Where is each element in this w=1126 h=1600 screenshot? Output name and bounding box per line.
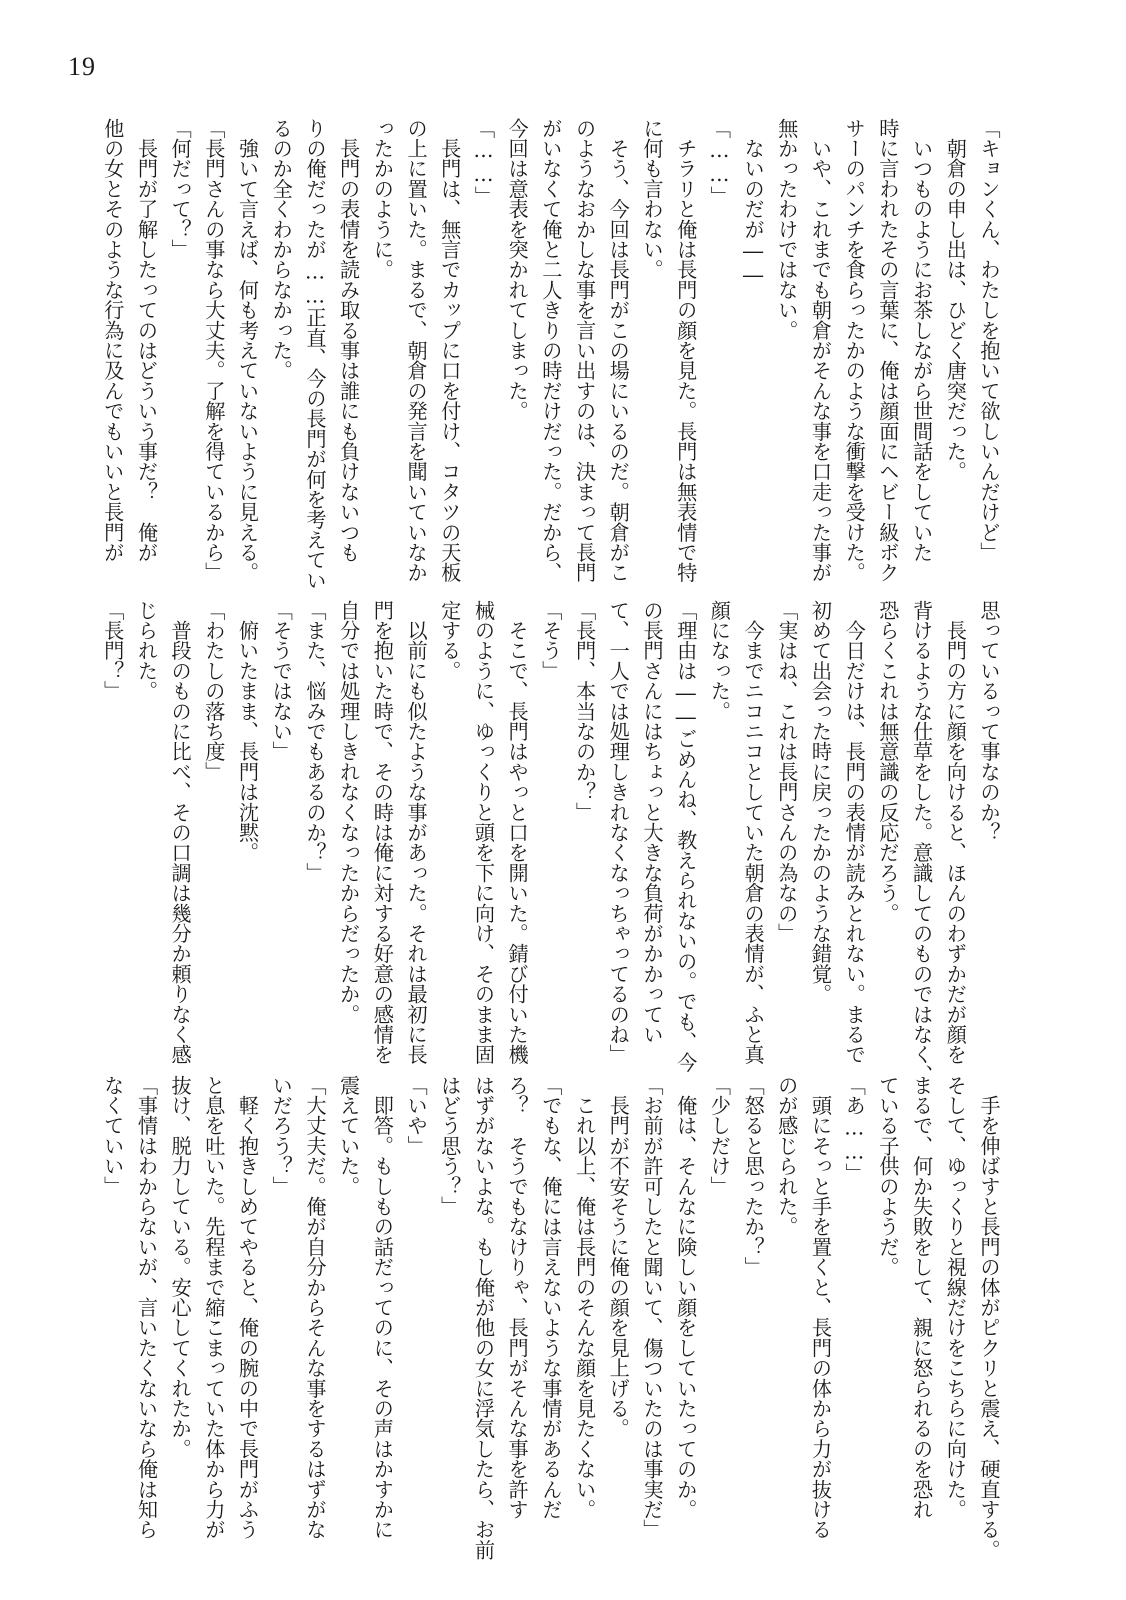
text-line: 思っているって事なのか？ <box>977 600 1001 843</box>
text-line: いや、これまでも朝倉がそんな事を口走った事が <box>808 118 833 583</box>
text-line: と息を吐いた。先程まで縮こまっていた体から力が <box>201 1075 226 1540</box>
text-line: じられた。 <box>134 600 159 701</box>
text-line: 他の女とそのような行為に及んでもいいと長門が <box>100 118 125 563</box>
text-line: 「あ……」 <box>842 1075 867 1184</box>
text-line: 「長門？」 <box>100 600 125 701</box>
text-line: のようなおかしな事を言い出すのは、決まって長門 <box>572 118 597 583</box>
text-line: なくていい」 <box>100 1075 125 1197</box>
text-line: 「でもな、俺には言えないような事情があるんだ <box>538 1075 563 1520</box>
text-line: 「大丈夫だ。俺が自分からそんな事をするはずがな <box>302 1075 327 1540</box>
text-line: まるで、何か失敗をして、親に怒られるのを恐れ <box>909 1075 934 1520</box>
text-line: 門を抱いた時で、その時は俺に対する好意の感情を <box>370 600 395 1065</box>
text-line: りの俺だったが……正直、今の長門が何を考えてい <box>302 118 327 591</box>
text-line: ないのだが―― <box>741 118 766 288</box>
text-line: に何も言わない。 <box>639 118 664 280</box>
text-line: 背けるような仕草をした。意識してのものではなく、 <box>909 600 934 1085</box>
text-line: 長門の方に顔を向けると、ほんのわずかだが顔を <box>943 600 968 1065</box>
text-line: 軽く抱きしめてやると、俺の腕の中で長門がふう <box>235 1075 260 1540</box>
text-line: 初めて出会った時に戻ったかのような錯覚。 <box>808 600 833 1004</box>
text-line: 「そう」 <box>538 600 563 681</box>
text-line: 長門は、無言でカップに口を付け、コタツの天板 <box>437 118 462 583</box>
text-block-middle <box>96 600 1006 1100</box>
text-block-top <box>96 118 1006 618</box>
text-line: ている子供のようだ。 <box>875 1075 900 1277</box>
text-line: 俺は、そんなに険しい顔をしていたってのか。 <box>673 1075 698 1520</box>
text-line: 「理由は――ごめんね、教えられないの。でも、今 <box>673 600 698 1073</box>
text-line: 顔になった。 <box>707 600 732 722</box>
text-line: そして、ゆっくりと視線だけをこちらに向けた。 <box>943 1075 968 1520</box>
text-line: 俯いたまま、長門は沈黙。 <box>235 600 260 863</box>
text-line: 頭にそっと手を置くと、長門の体から力が抜ける <box>808 1075 833 1540</box>
text-line: 即答。もしもの話だってのに、その声はかすかに <box>370 1075 395 1540</box>
text-line: 以前にも似たような事があった。それは最初に長 <box>404 600 429 1065</box>
text-line: 「長門さんの事なら大丈夫。了解を得ているから」 <box>201 118 226 583</box>
text-line: 「お前が許可したと聞いて、傷ついたのは事実だ」 <box>639 1075 664 1540</box>
text-line: 今日だけは、長門の表情が読みとれない。まるで <box>842 600 867 1065</box>
text-block-bottom <box>96 1075 1006 1575</box>
text-line: の上に置いた。まるで、朝倉の発言を聞いていなか <box>404 118 429 583</box>
text-line: 震えていた。 <box>336 1075 361 1197</box>
text-line: 「そうではない」 <box>269 600 294 762</box>
text-line: サーのパンチを食らったかのような衝撃を受けた。 <box>842 118 867 583</box>
text-line: 「少しだけ」 <box>707 1075 732 1197</box>
text-line: 普段のものに比べ、その口調は幾分か頼りなく感 <box>168 600 193 1065</box>
text-line: そこで、長門はやっと口を開いた。錆び付いた機 <box>505 600 530 1065</box>
text-line: はずがないよな。もし俺が他の女に浮気したら、お前 <box>471 1075 496 1560</box>
text-line: 「何だって？」 <box>168 118 193 260</box>
text-line: 「長門、本当なのか？」 <box>572 600 597 823</box>
text-line: 「キョンくん、わたしを抱いて欲しいんだけど」 <box>977 118 1001 563</box>
text-line: のが感じられた。 <box>774 1075 799 1237</box>
text-line: 「わたしの落ち度」 <box>201 600 226 782</box>
text-line: 今回は意表を突かれてしまった。 <box>505 118 530 421</box>
text-line: 無かったわけではない。 <box>774 118 799 341</box>
text-line: がいなくて俺と二人きりの時だけだった。だから、 <box>538 118 563 583</box>
text-line: 「……」 <box>471 118 496 207</box>
text-line: 「……」 <box>707 118 732 207</box>
text-line: 時に言われたその言葉に、俺は顔面にヘビー級ボク <box>875 118 900 583</box>
text-line: 「いや」 <box>404 1075 429 1156</box>
text-line: の長門さんにはちょっと大きな負荷がかかってい <box>639 600 664 1045</box>
text-line: 長門が不安そうに俺の顔を見上げる。 <box>606 1075 631 1439</box>
text-line: 自分では処理しきれなくなったからだったか。 <box>336 600 361 1025</box>
text-line: るのか全くわからなかった。 <box>269 118 294 381</box>
text-line: 強いて言えば、何も考えていないように見える。 <box>235 118 260 583</box>
text-line: これ以上、俺は長門のそんな顔を見たくない。 <box>572 1075 597 1520</box>
text-line: 定する。 <box>437 600 462 681</box>
text-line: そう、今回は長門がこの場にいるのだ。朝倉がこ <box>606 118 631 583</box>
text-line: て、一人では処理しきれなくなっちゃってるのね」 <box>606 600 631 1065</box>
text-line: ろ？ そうでもなけりゃ、長門がそんな事を許す <box>505 1075 530 1520</box>
text-line: 朝倉の申し出は、ひどく唐突だった。 <box>943 118 968 482</box>
text-line: 「怒ると思ったか？」 <box>741 1075 766 1277</box>
text-line: 長門が了解したってのはどういう事だ？ 俺が <box>134 118 159 563</box>
text-line: 「また、悩みでもあるのか？」 <box>302 600 327 883</box>
page-number: 19 <box>68 52 96 81</box>
text-line: 今までニコニコとしていた朝倉の表情が、ふと真 <box>741 600 766 1065</box>
text-line: 恐らくこれは無意識の反応だろう。 <box>875 600 900 924</box>
text-line: 械のように、ゆっくりと頭を下に向け、そのまま固 <box>471 600 496 1065</box>
text-line: チラリと俺は長門の顔を見た。長門は無表情で特 <box>673 118 698 583</box>
text-line: 「実はね、これは長門さんの為なの」 <box>774 600 799 944</box>
text-line: はどう思う？」 <box>437 1075 462 1217</box>
text-line: 抜け、脱力している。安心してくれたか。 <box>168 1075 193 1459</box>
text-line: 「事情はわからないが、言いたくないなら俺は知ら <box>134 1075 159 1540</box>
text-line: いつものようにお茶しながら世間話をしていた <box>909 118 934 563</box>
text-line: 長門の表情を読み取る事は誰にも負けないつも <box>336 118 361 563</box>
text-line: 手を伸ばすと長門の体がピクリと震え、硬直する。 <box>977 1075 1001 1560</box>
text-line: いだろう？」 <box>269 1075 294 1197</box>
text-line: ったかのように。 <box>370 118 395 280</box>
